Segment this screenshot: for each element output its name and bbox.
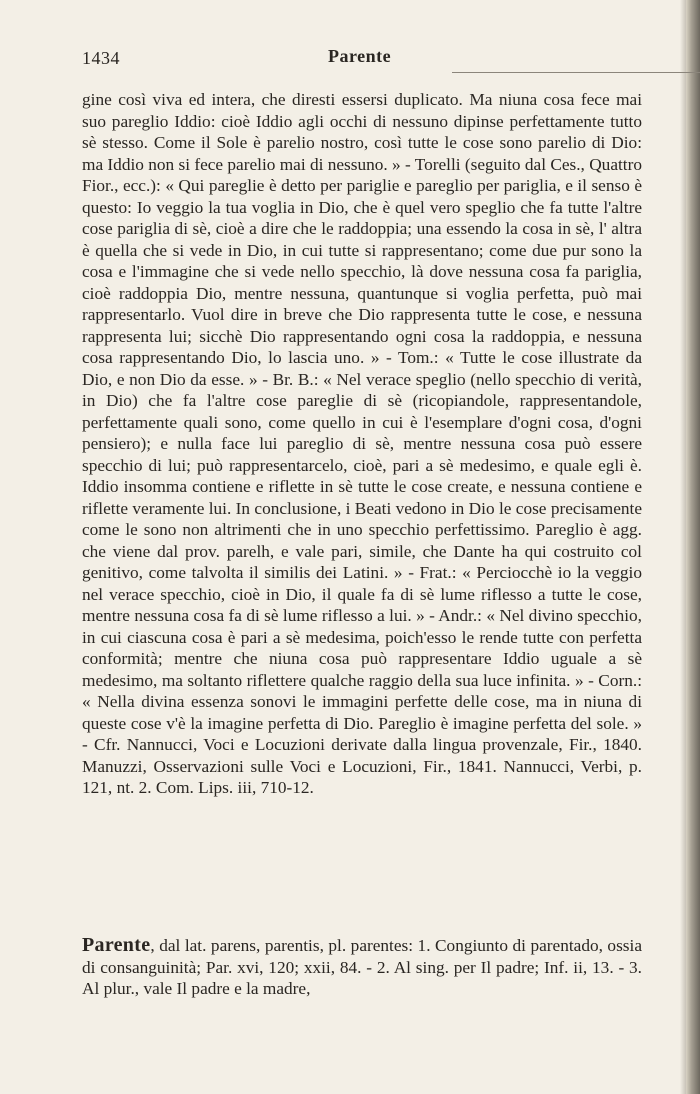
page-header	[82, 44, 642, 74]
entry-headword: Parente	[82, 934, 151, 956]
entry-definition: , dal lat. parens, parentis, pl. parentes: 1. Congiunto di parentado, ossia di consanguinità; Par. xvi, 120; xxii, 84. - 2. Al sing. per Il padre; Inf. ii, 13. - 3. Al plur., vale Il padre e la madre,	[82, 936, 642, 998]
continuation-text	[82, 89, 642, 799]
dictionary-entry-parente	[82, 935, 642, 1000]
page-number: 1434	[82, 48, 120, 68]
continuation-paragraph: gine così viva ed intera, che diresti essersi duplicato. Ma niuna cosa fece mai suo pareglio Iddio: cioè Iddio agli occhi di nessuno dipinse perfettamente tutto sè stesso. Come il Sole è parelio nostro, così tutte le cose sono parelio di Dio: ma Iddio non si fece parelio mai di nessuno. » - Torelli (seguito dal Ces., Quattro Fior., ecc.): « Qui pareglie è detto per pariglie e pareglio per pariglia, e il senso è questo: Io veggio la tua voglia in Dio, che è quel vero speglio che fa tutte l'altre cose pariglia di sè, cioè a dire che le raddoppia; una essendo la cosa in sè, l' altra è quella che si vede in Dio, in cui tutte si rappresentano; come due pur sono la cosa e l'immagine che si vede nello specchio, là dove nessuna cosa fa pariglia, cioè raddoppia Dio, mentre nessuna, quantunque si voglia perfetta, può mai rappresentarlo. Vuol dire in breve che Dio rappresenta tutte le cose, e nessuna rappresenta lui; sicchè Dio rappresentando ogni cosa la raddoppia, e nessuna cosa rappresentando Dio, lo lascia uno. » - Tom.: « Tutte le cose illustrate da Dio, e non Dio da esse. » - Br. B.: « Nel verace speglio (nello specchio di verità, in Dio) che fa l'altre cose pareglie di sè (ricopiandole, rappresentandole, perfettamente quali sono, come quello in cui è l'esemplare d'ogni cosa, d'ogni pensiero); e nulla face lui pareglio di sè, mentre nessuna cosa può essere specchio di lui; può rappresentarcelo, cioè, pari a sè medesimo, e quale egli è. Iddio insomma contiene e riflette in sè tutte le cose create, e nessuna contiene e riflette veramente lui. In conclusione, i Beati vedono in Dio le cose precisamente come le sono non altrimenti che in uno specchio perfettissimo. Pareglio è agg. che viene dal prov. parelh, e vale pari, simile, che Dante ha qui costruito col genitivo, come talvolta il similis dei Latini. » - Frat.: « Perciocchè io la veggio nel verace specchio, cioè in Dio, il quale fa di sè lume riflesso a tutte le cose, mentre nessuna cosa fa di sè lume riflesso a lui. » - Andr.: « Nel divino specchio, in cui ciascuna cosa è pari a sè medesima, poich'esso le rende tutte con perfetta conformità; mentre che niuna cosa può rappresentare Iddio uguale a sè medesimo, ma soltanto riflettere qualche raggio della sua luce infinita. » - Corn.: « Nella divina essenza sonovi le immagini perfette delle cose, ma in niuna di queste cose v'è la imagine perfetta di Dio. Pareglio è imagine perfetta del sole. » - Cfr. Nannucci, Voci e Locuzioni derivate dalla lingua provenzale, Fir., 1840. Manuzzi, Osservazioni sulle Voci e Locuzioni, Fir., 1841. Nannucci, Verbi, p. 121, nt. 2. Com. Lips. iii, 710-12.	[82, 90, 642, 797]
header-rule	[452, 72, 700, 73]
book-edge	[686, 0, 700, 1094]
running-title: Parente	[328, 46, 392, 66]
